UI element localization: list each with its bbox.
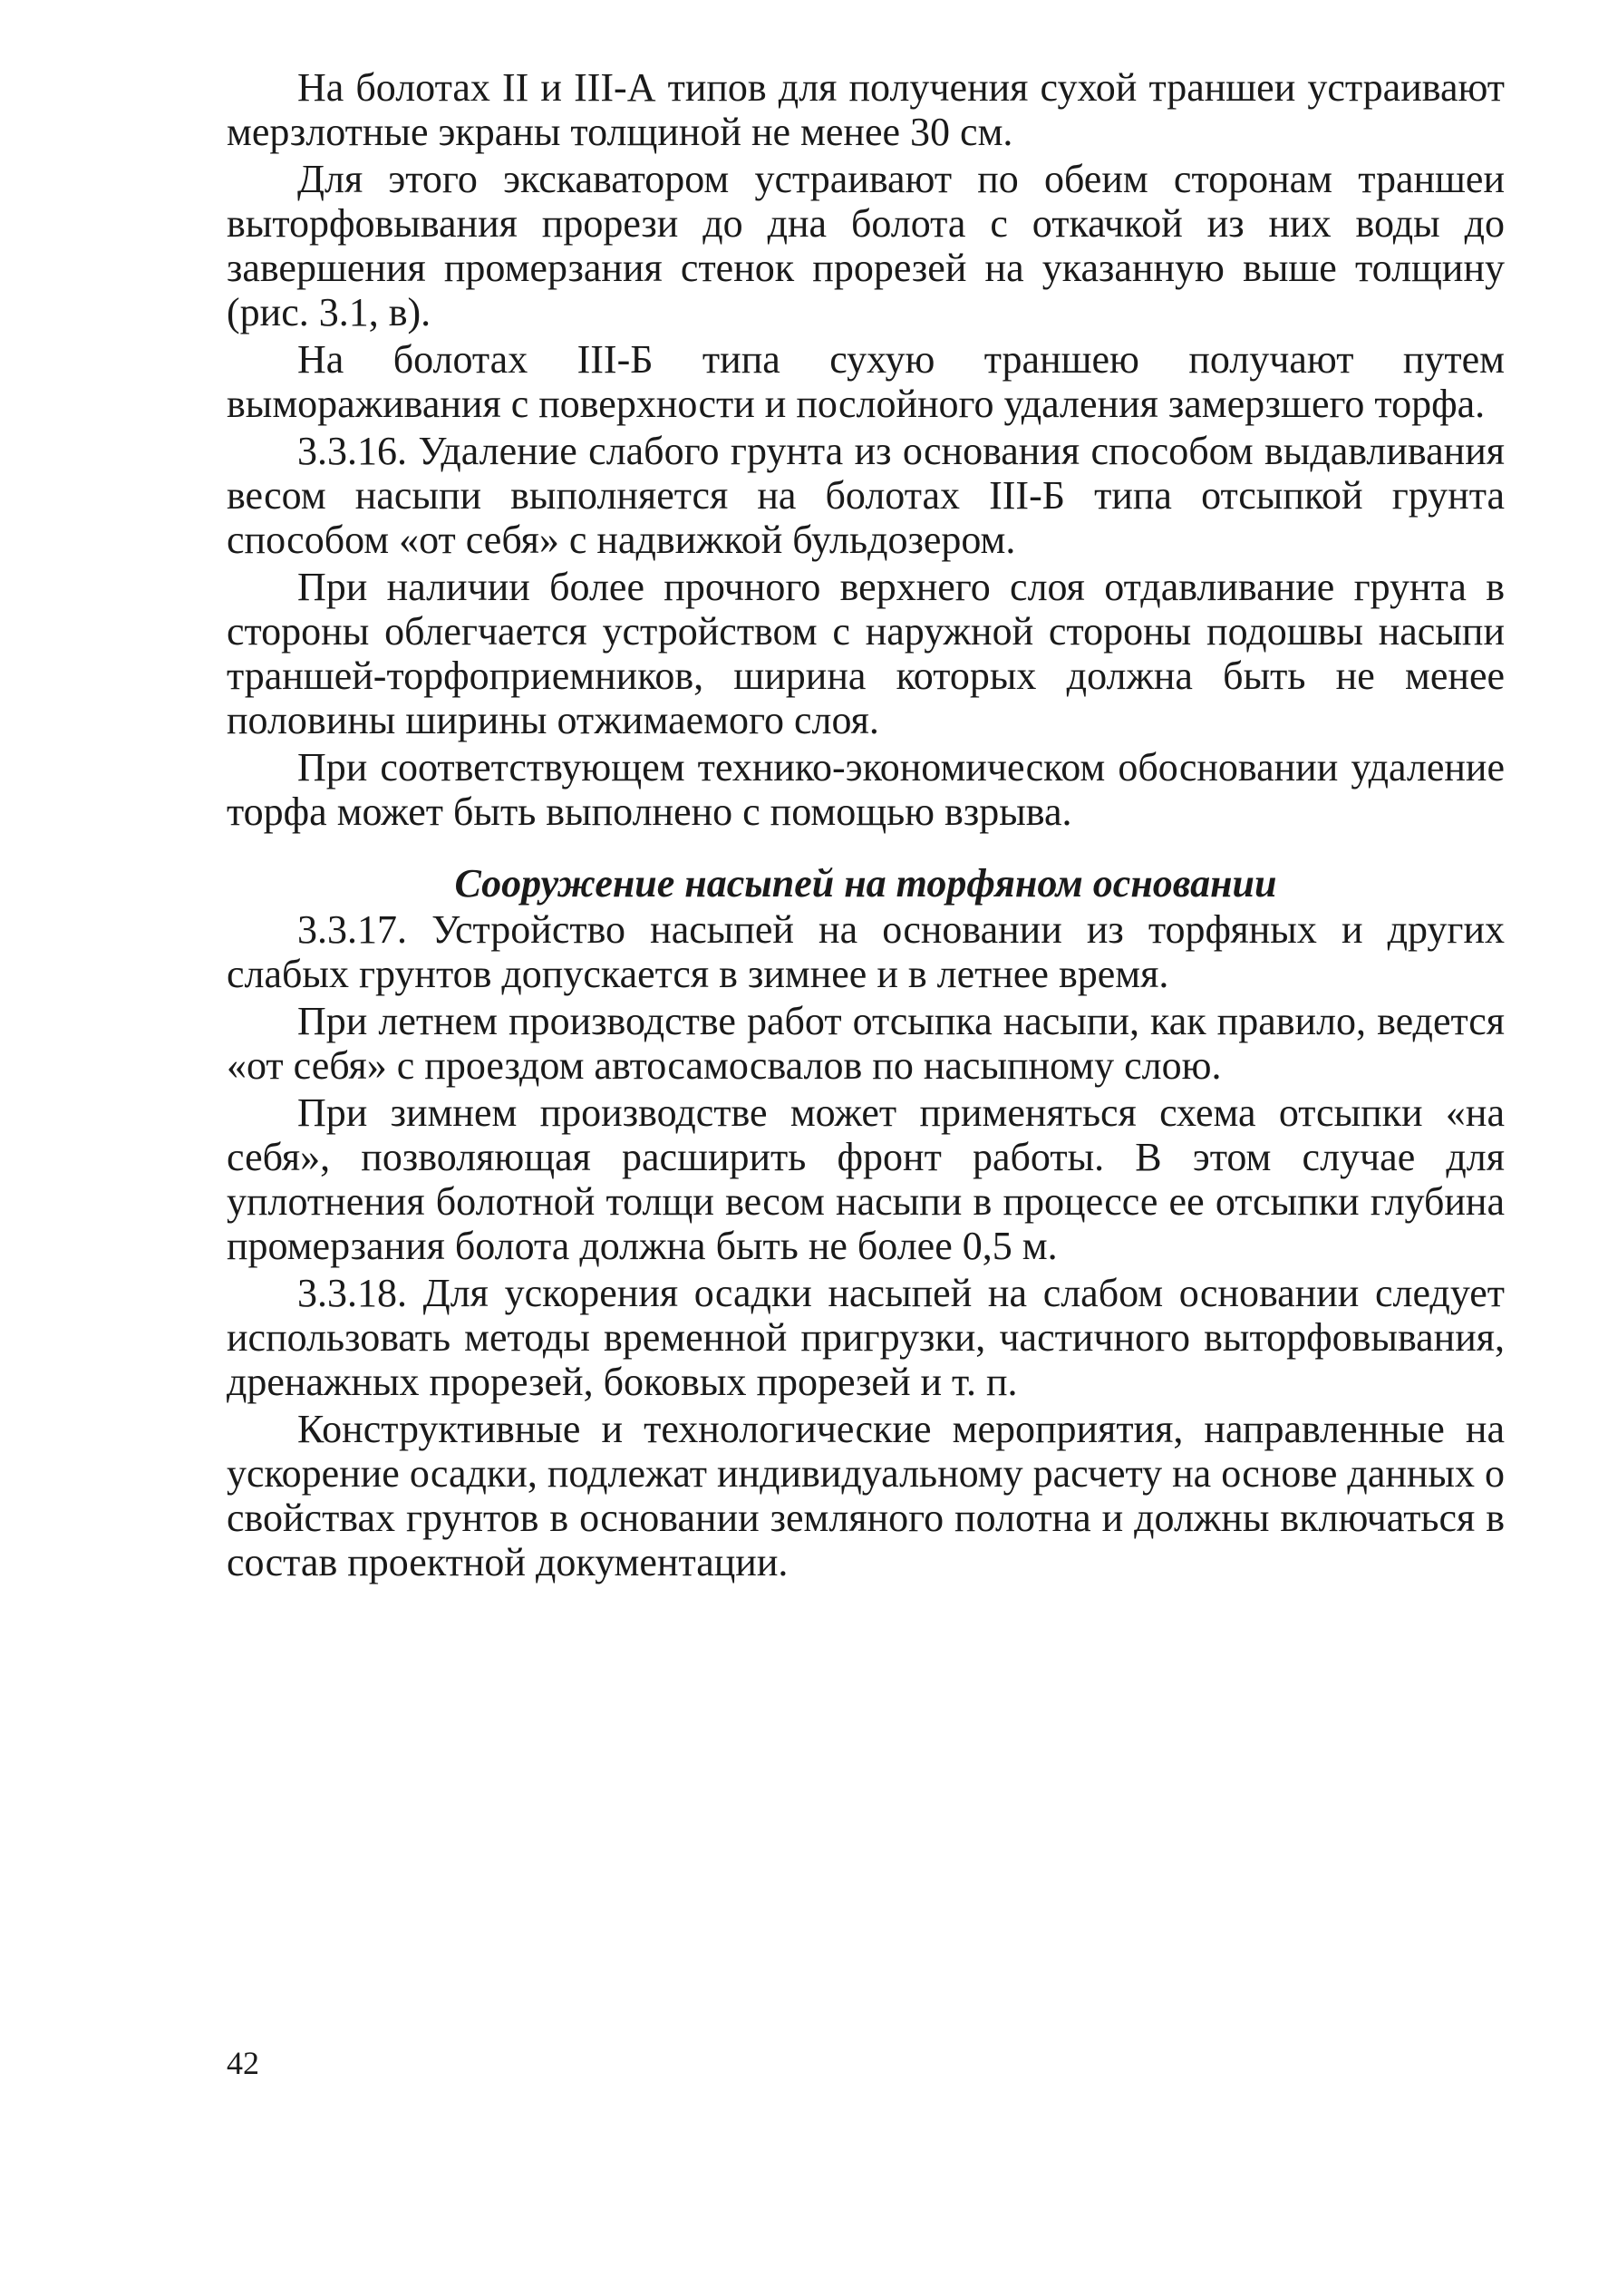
- paragraph-peat-receivers: При наличии более прочного верхнего слоя отдавливание грунта в стороны облегчается устройством с наружной стороны подошвы насыпи траншей-торфоприемников, ширина которых должна быть не менее половины ширины отжимаемого слоя.: [227, 565, 1505, 742]
- page-number: 42: [227, 2045, 259, 2081]
- paragraph-3-3-18: 3.3.18. Для ускорения осадки насыпей на слабом основании следует использовать методы временной пригрузки, частичного выторфовывания, дренажных прорезей, боковых прорезей и т. п.: [227, 1271, 1505, 1404]
- section-heading: Сооружение насыпей на торфяном основании: [454, 861, 1277, 906]
- paragraph-blasting: При соответствующем технико-экономическом обосновании удаление торфа может быть выполнено с помощью взрыва.: [227, 745, 1505, 834]
- paragraph-design-measures: Конструктивные и технологические мероприятия, направленные на ускорение осадки, подлежат индивидуальному расчету на основе данных о свойствах грунтов в основании земляного полотна и должны включаться в состав проектной документации.: [227, 1407, 1505, 1584]
- paragraph-3-3-17: 3.3.17. Устройство насыпей на основании из торфяных и других слабых грунтов допускается в зимнее и в летнее время.: [227, 907, 1505, 996]
- paragraph-summer-works: При летнем производстве работ отсыпка насыпи, как правило, ведется «от себя» с проездом автосамосвалов по насыпному слою.: [227, 999, 1505, 1088]
- paragraph-winter-works: При зимнем производстве может применяться схема отсыпки «на себя», позволяющая расширить фронт работы. В этом случае для уплотнения болотной толщи весом насыпи в процессе ее отсыпки глубина промерзания болота должна быть не более 0,5 м.: [227, 1090, 1505, 1268]
- paragraph-iii-b-dry-trench: На болотах III-Б типа сухую траншею получают путем вымораживания с поверхности и послойного удаления замерзшего торфа.: [227, 337, 1505, 426]
- paragraph-excavator-cuts: Для этого экскаватором устраивают по обеим сторонам траншеи выторфовывания прорези до дна болота с откачкой из них воды до завершения промерзания стенок прорезей на указанную выше толщину (рис. 3.1, в).: [227, 157, 1505, 334]
- paragraph-frozen-screens: На болотах II и III-А типов для получения сухой траншеи устраивают мерзлотные экраны толщиной не менее 30 см.: [227, 65, 1505, 154]
- page-body: [227, 65, 1505, 1587]
- paragraph-3-3-16: 3.3.16. Удаление слабого грунта из основания способом выдавливания весом насыпи выполняется на болотах III-Б типа отсыпкой грунта способом «от себя» с надвижкой бульдозером.: [227, 429, 1505, 562]
